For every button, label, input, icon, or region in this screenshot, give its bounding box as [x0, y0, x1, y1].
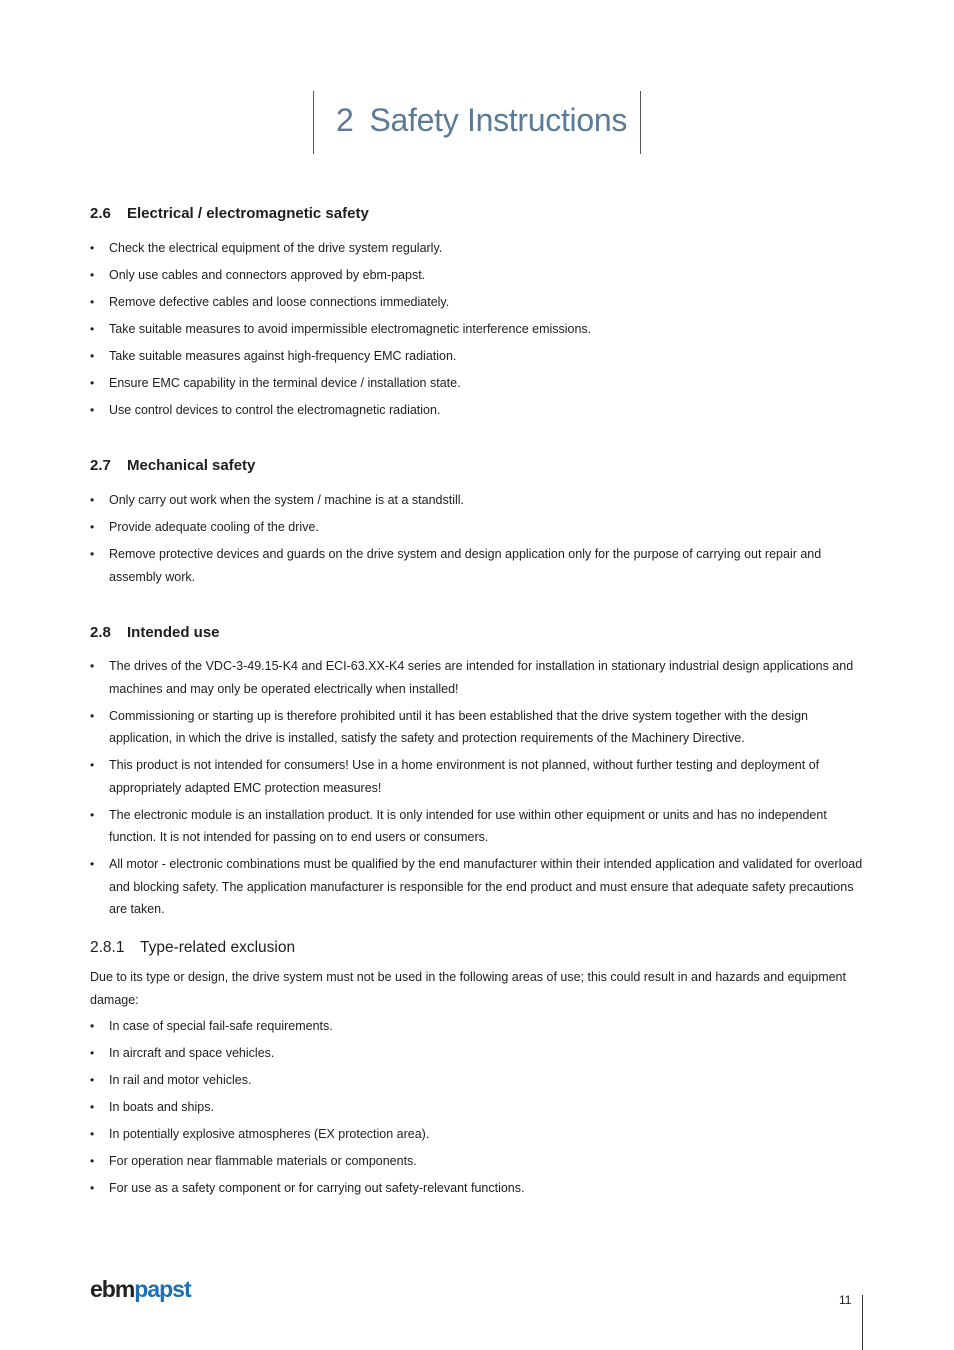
list-item: • Use control devices to control the electromagnetic radiation.: [90, 399, 865, 422]
page-number-divider: [862, 1295, 863, 1350]
list-item: • Take suitable measures against high-frequency EMC radiation.: [90, 345, 865, 368]
list-item: • In potentially explosive atmospheres (EX protection area).: [90, 1123, 865, 1146]
page-number: 11: [839, 1293, 852, 1307]
list-item: • In rail and motor vehicles.: [90, 1069, 865, 1092]
subsection-title: Type-related exclusion: [140, 939, 296, 956]
list-item: • Commissioning or starting up is therefore prohibited until it has been established that the drive system together with the design application, in which the drive is installed, satisfy the safety and protection requirements of the Machinery Directive.: [90, 705, 865, 750]
section-number: 2.7: [90, 457, 111, 474]
subsection-number: 2.8.1: [90, 939, 125, 956]
list-item: • In case of special fail-safe requirements.: [90, 1015, 865, 1038]
section-number: 2.8: [90, 624, 111, 641]
list-item: • All motor - electronic combinations must be qualified by the end manufacturer within their intended application and validated for overload and blocking safety. The application manufacturer is responsible for the end product and must ensure that adequate safety precautions are taken.: [90, 853, 865, 921]
subsection-intro: Due to its type or design, the drive system must not be used in the following areas of use; this could result in and hazards and equipment damage:: [90, 970, 846, 1007]
list-item: • Check the electrical equipment of the drive system regularly.: [90, 237, 865, 260]
logo-part-ebm: ebm: [90, 1276, 135, 1302]
list-item: • Remove defective cables and loose connections immediately.: [90, 291, 865, 314]
chapter-title-text: Safety Instructions: [369, 102, 628, 138]
list-item: • For operation near flammable materials or components.: [90, 1150, 865, 1173]
list-item: • In boats and ships.: [90, 1096, 865, 1119]
list-item: • For use as a safety component or for carrying out safety-relevant functions.: [90, 1177, 865, 1200]
list-item: • Remove protective devices and guards on the drive system and design application only for the purpose of carrying out repair and assembly work.: [90, 543, 865, 588]
section-2-7-list: [90, 489, 865, 593]
list-item: • This product is not intended for consumers! Use in a home environment is not planned, without further testing and deployment of appropriately adapted EMC protection measures!: [90, 754, 865, 799]
section-heading-2-8: [90, 624, 220, 641]
chapter-divider-left: [313, 91, 314, 154]
chapter-number: 2: [336, 102, 354, 138]
section-number: 2.6: [90, 205, 111, 222]
ebmpapst-logo: [90, 1276, 191, 1303]
section-title: Mechanical safety: [127, 457, 256, 474]
logo-part-papst: papst: [134, 1276, 191, 1302]
chapter-title: [336, 102, 627, 139]
list-item: • Take suitable measures to avoid impermissible electromagnetic interference emissions.: [90, 318, 865, 341]
list-item: • The electronic module is an installation product. It is only intended for use within other equipment or units and has no independent function. It is not intended for passing on to end users or consumers.: [90, 804, 865, 849]
list-item: • Provide adequate cooling of the drive.: [90, 516, 865, 539]
section-2-8-list: [90, 655, 865, 925]
list-item: • Only carry out work when the system / machine is at a standstill.: [90, 489, 865, 512]
section-title: Intended use: [127, 624, 220, 641]
list-item: • In aircraft and space vehicles.: [90, 1042, 865, 1065]
exclusion-list: [90, 1015, 865, 1204]
chapter-divider-right: [640, 91, 641, 154]
subsection-heading-2-8-1: [90, 939, 295, 957]
section-heading-2-6: [90, 205, 369, 222]
section-2-6-list: [90, 237, 865, 426]
section-heading-2-7: [90, 457, 255, 474]
list-item: • The drives of the VDC-3-49.15-K4 and ECI-63.XX-K4 series are intended for installation in stationary industrial design applications and machines and may only be operated electrically when installed!: [90, 655, 865, 700]
list-item: • Ensure EMC capability in the terminal device / installation state.: [90, 372, 865, 395]
list-item: • Only use cables and connectors approved by ebm-papst.: [90, 264, 865, 287]
section-title: Electrical / electromagnetic safety: [127, 205, 369, 222]
